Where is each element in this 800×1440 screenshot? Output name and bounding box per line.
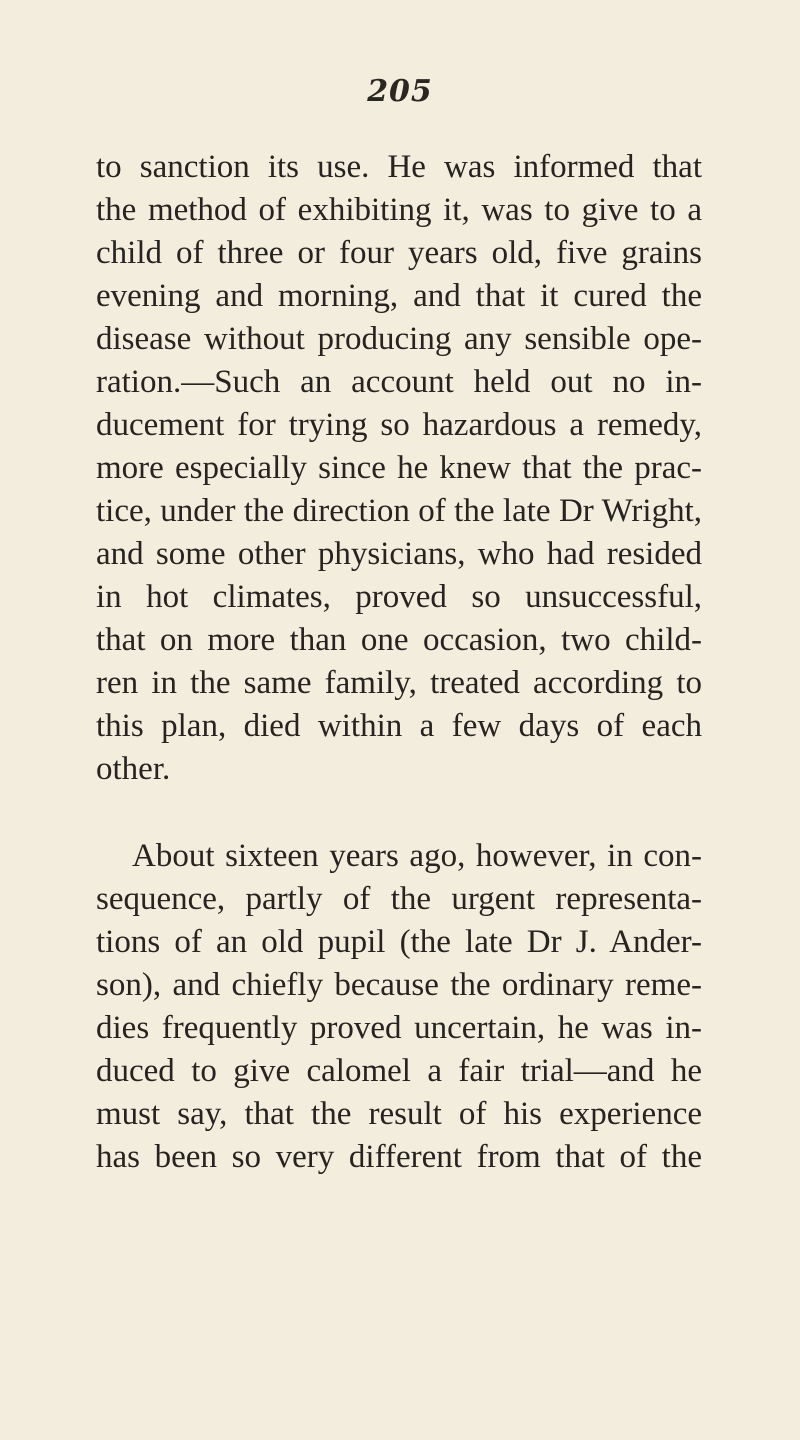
text-line: tice, under the direction of the late Dr Wright, xyxy=(96,493,702,529)
text-line: disease without producing any sensible ope- xyxy=(96,321,702,357)
text-line: must say, that the result of his experience xyxy=(96,1096,702,1132)
text-line: ducement for trying so hazardous a remedy, xyxy=(96,407,702,443)
text-line: duced to give calomel a fair trial—and he xyxy=(96,1053,702,1089)
text-line: this plan, died within a few days of each xyxy=(96,708,702,744)
page-number: 205 xyxy=(367,74,433,109)
text-line: About sixteen years ago, however, in con- xyxy=(132,838,702,874)
text-line: evening and morning, and that it cured the xyxy=(96,278,702,314)
text-line: ren in the same family, treated according to xyxy=(96,665,702,701)
text-line: ration.—Such an account held out no in- xyxy=(96,364,702,400)
paragraph-2 xyxy=(96,835,702,1179)
text-line: dies frequently proved uncertain, he was in- xyxy=(96,1010,702,1046)
text-line: in hot climates, proved so unsuccessful, xyxy=(96,579,702,615)
text-line: and some other physicians, who had resided xyxy=(96,536,702,572)
text-line: the method of exhibiting it, was to give to a xyxy=(96,192,702,228)
text-line: has been so very different from that of the xyxy=(96,1139,702,1175)
text-line: child of three or four years old, five grains xyxy=(96,235,702,271)
text-line: more especially since he knew that the prac- xyxy=(96,450,702,486)
text-line: that on more than one occasion, two child- xyxy=(96,622,702,658)
text-line: son), and chiefly because the ordinary reme- xyxy=(96,967,702,1003)
text-line: sequence, partly of the urgent representa- xyxy=(96,881,702,917)
text-line: other. xyxy=(96,751,171,787)
paragraph-1 xyxy=(96,146,702,791)
text-line: to sanction its use. He was informed that xyxy=(96,149,702,185)
text-line: tions of an old pupil (the late Dr J. Ander- xyxy=(96,924,702,960)
